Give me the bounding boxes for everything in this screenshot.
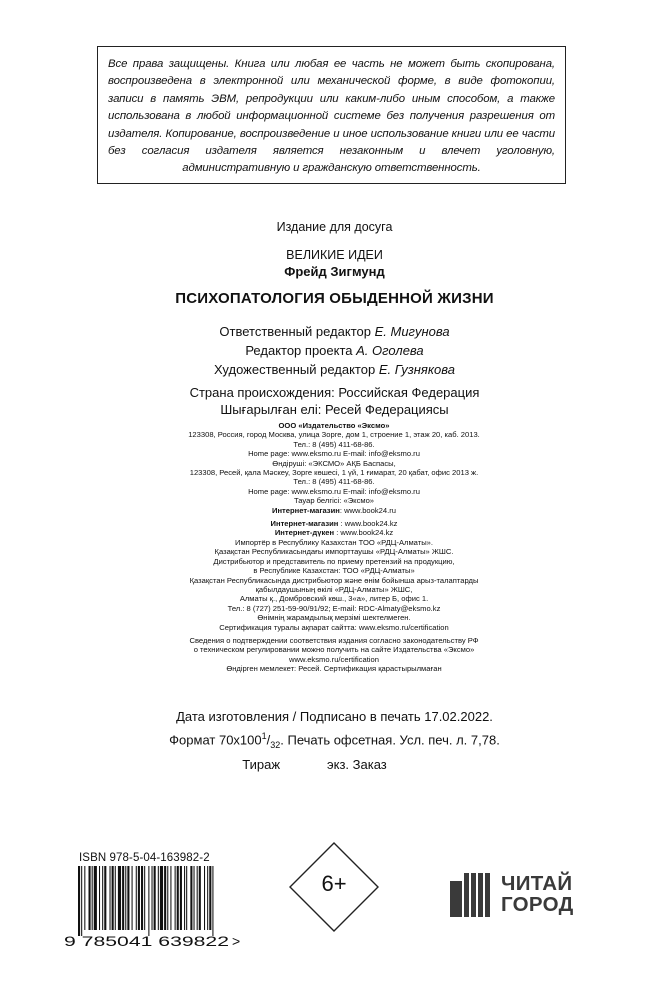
importer-ru: Импортёр в Республику Казахстан ТОО «РДЦ-Алматы». bbox=[234, 537, 433, 547]
barcode-bar bbox=[104, 866, 106, 930]
origin-kz: Шығарылған елі: Ресей Федерациясы bbox=[220, 402, 449, 417]
author-name: Фрейд Зигмунд bbox=[284, 264, 385, 279]
distributor-line-1: Дистрибьютор и представитель по приему претензий на продукцию, bbox=[213, 556, 455, 566]
barcode-bar bbox=[180, 866, 182, 930]
production-date: Дата изготовления / Подписано в печать 17.02.2022. bbox=[176, 709, 493, 724]
barcode-bar bbox=[154, 866, 156, 930]
publisher-info bbox=[170, 421, 498, 674]
kz-phone: Тел.: 8 (495) 411-68-86. bbox=[293, 477, 375, 487]
store-logo bbox=[450, 873, 600, 917]
barcode-bar bbox=[186, 866, 187, 930]
art-editor: Художественный редактор Е. Гузнякова bbox=[214, 362, 455, 377]
conformity-line-3: www.eksmo.ru/certification bbox=[289, 654, 379, 664]
kz-address: 123308, Ресей, қала Мәскеу, Зорге көшесі, 1 үй, 1 ғимарат, 20 қабат, офис 2013 ж. bbox=[189, 468, 479, 478]
copyright-notice-box bbox=[97, 46, 566, 184]
barcode-bar bbox=[194, 866, 195, 930]
barcode-bar bbox=[152, 866, 153, 930]
responsible-editor: Ответственный редактор Е. Мигунова bbox=[219, 324, 450, 339]
edition-type: Издание для досуга bbox=[276, 220, 393, 234]
barcode-bar bbox=[199, 866, 201, 930]
production-format: Формат $70х100^1/_{32}$. Печать офсетная. Усл. печ. л. 7,78. bbox=[169, 730, 500, 750]
barcode-bar bbox=[112, 866, 114, 930]
barcode-digits: 9 785041 639822 bbox=[64, 933, 230, 948]
barcode-bar bbox=[148, 866, 149, 936]
barcode-bar bbox=[110, 866, 111, 930]
barcode-bar bbox=[207, 866, 208, 930]
barcode-bar bbox=[160, 866, 163, 930]
barcode-bar bbox=[84, 866, 85, 930]
kz-manufacturer: Өндіруші: «ЭКСМО» АҚБ Баспасы, bbox=[272, 458, 396, 468]
almaty-address: Алматы қ., Домбровский көш., 3«а», литер Б, офис 1. bbox=[239, 594, 429, 604]
barcode-bar bbox=[190, 866, 192, 930]
copyright-notice-text: Все права защищены. Книга или любая ее часть не может быть скопирована, воспроизведена в электронной или механической форме, в виде фотокопии, записи в память ЭВМ, репродукции или каким-либо иным способом, а также использована в любой информационной системе без получения разрешения от издателя. Копирование, воспроизведение и иное использование книги или ее части без согласия издателя является незаконным и влечет уголовную, административную и гражданскую ответственность. bbox=[108, 58, 555, 175]
book-title: ПСИХОПАТОЛОГИЯ ОБЫДЕННОЙ ЖИЗНИ bbox=[175, 290, 494, 307]
conformity-line-1: Сведения о подтверждении соответствия издания согласно законодательству РФ bbox=[189, 635, 479, 645]
barcode-bar bbox=[99, 866, 100, 930]
distributor-kz-line-1: Қазақстан Республикасында дистрибьютор және өнім бойынша арыз-талаптарды bbox=[189, 575, 479, 585]
barcode-bar bbox=[81, 866, 82, 936]
barcode-bar bbox=[158, 866, 159, 930]
age-rating-label: 6+ bbox=[321, 871, 347, 896]
barcode-bar bbox=[164, 866, 166, 930]
barcode-bar bbox=[184, 866, 185, 930]
barcode-bar bbox=[118, 866, 121, 930]
barcode-bar bbox=[94, 866, 97, 930]
barcode-bar bbox=[132, 866, 133, 930]
barcode-bar bbox=[212, 866, 213, 936]
barcode-bar bbox=[136, 866, 137, 930]
editors-block bbox=[0, 322, 669, 379]
distributor-kz-line-2: қабылдаушының өкілі «РДЦ-Алматы» ЖШС, bbox=[255, 584, 413, 594]
barcode-bar bbox=[122, 866, 124, 930]
series-name: ВЕЛИКИЕ ИДЕИ bbox=[286, 248, 383, 262]
barcode-bar bbox=[177, 866, 179, 930]
barcode-bar bbox=[175, 866, 176, 930]
store-logo-text: ЧИТАЙ ГОРОД bbox=[501, 872, 574, 916]
publisher-name: ООО «Издательство «Эксмо» bbox=[278, 421, 390, 430]
barcode-bar bbox=[92, 866, 93, 930]
barcode-arrow: > bbox=[232, 933, 241, 948]
publisher-phone: Тел.: 8 (495) 411-68-86. bbox=[293, 439, 375, 449]
barcode-bar bbox=[204, 866, 205, 930]
barcode-bar bbox=[102, 866, 103, 930]
kz-certification: Өндірген мемлекет: Ресей. Сертификация қарастырылмаған bbox=[226, 664, 442, 674]
barcode-bars bbox=[78, 866, 213, 936]
importer-kz: Қазақстан Республикасындағы импорттаушы «РДЦ-Алматы» ЖШС. bbox=[214, 547, 454, 557]
kz-web-email: Home page: www.eksmo.ru E-mail: info@eksmo.ru bbox=[248, 486, 420, 496]
distributor-line-2: в Республике Казахстан: ТОО «РДЦ-Алматы» bbox=[253, 566, 415, 576]
barcode-bar bbox=[78, 866, 80, 936]
almaty-contacts: Тел.: 8 (727) 251-59-90/91/92; E-mail: RDC-Almaty@eksmo.kz bbox=[227, 603, 441, 613]
publisher-web-email: Home page: www.eksmo.ru E-mail: info@eksmo.ru bbox=[248, 449, 420, 459]
book-logo-icon bbox=[450, 873, 494, 917]
production-info bbox=[0, 707, 669, 774]
certification-site: Сертификация туралы ақпарат сайтта: www.eksmo.ru/certification bbox=[219, 622, 449, 632]
barcode-bar bbox=[127, 866, 129, 930]
isbn-number: ISBN 978-5-04-163982-2 bbox=[79, 852, 210, 864]
origin-block bbox=[0, 384, 669, 418]
origin-ru: Страна происхождения: Российская Федерация bbox=[189, 385, 480, 400]
barcode-bar bbox=[89, 866, 91, 930]
barcode-bar bbox=[170, 866, 171, 930]
barcode-bar bbox=[197, 866, 198, 930]
publisher-address: 123308, Россия, город Москва, улица Зорге, дом 1, строение 1, этаж 20, каб. 2013. bbox=[188, 430, 480, 440]
circulation-line: Тираж экз. Заказ bbox=[242, 756, 387, 772]
barcode-bar bbox=[125, 866, 126, 930]
barcode-bar bbox=[209, 866, 211, 930]
project-editor: Редактор проекта А. Оголева bbox=[245, 343, 424, 358]
online-shop-kz2: Интернет-дүкен : www.book24.kz bbox=[274, 528, 394, 538]
barcode-bar bbox=[115, 866, 116, 930]
barcode bbox=[64, 866, 254, 948]
online-shop-kz: Интернет-магазин : www.book24.kz bbox=[270, 519, 398, 529]
barcode-bar bbox=[167, 866, 168, 930]
barcode-bar bbox=[141, 866, 143, 930]
conformity-line-2: о техническом регулировании можно получить на сайте Издательства «Эксмо» bbox=[193, 645, 475, 655]
barcode-bar bbox=[138, 866, 140, 930]
kz-trademark: Тауар белгісі: «Эксмо» bbox=[293, 496, 375, 506]
online-shop-ru: Интернет-магазин: www.book24.ru bbox=[272, 505, 396, 515]
validity-note: Өнімнің жарамдылық мерзімі шектелмеген. bbox=[257, 613, 411, 623]
barcode-bar bbox=[144, 866, 145, 930]
